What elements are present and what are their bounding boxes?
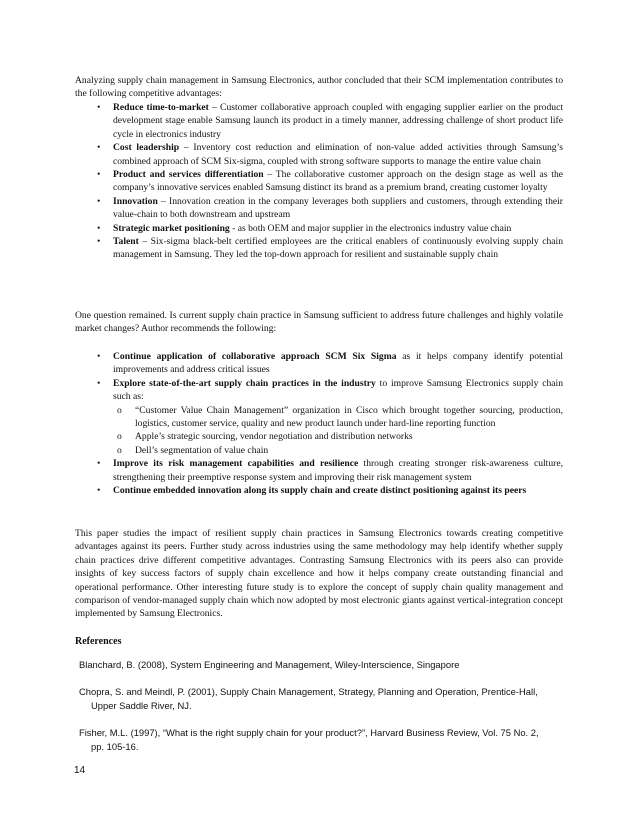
bullet-icon: • [97,351,101,362]
sub-bullet-icon: o [117,444,122,456]
recommendation-term: Improve its risk management capabilities and resilience [113,458,359,470]
advantage-term: Strategic market positioning [113,222,230,234]
reference-item [79,726,564,754]
recommendation-term: Explore state-of-the-art supply chain practices in the industry [113,377,376,389]
advantage-text: – Inventory cost reduction and elimination of non-value added activities through Samsung’s combined approach of SCM Six-sigma, coupled with strong software supports to manage the entire value chain [113,142,563,167]
recommendation-item [75,350,563,377]
advantage-item [75,195,563,222]
reference-item [79,658,564,672]
advantage-text: – Six-sigma black-belt certified employees are the critical enablers of continuously evolving supply chain management in Samsung. They led the top-down approach for resilient and sustainable supply chain [113,236,563,261]
bullet-icon: • [97,102,101,113]
bullet-icon: • [97,377,101,389]
advantage-term: Talent [113,236,139,248]
advantage-text: – Innovation creation in the company leverages both suppliers and customers, through extending their value-chain to both downstream and upstream [113,195,563,221]
recommendation-text: to improve Samsung Electronics supply chain such as: [113,377,564,403]
advantage-text: – The collaborative customer approach on the design stage as well as the company’s innovative services enabled Samsung distinct its brand as a premium brand, creating customer loyalty [113,169,564,194]
reference-item [79,685,564,713]
bullet-icon: • [97,236,101,248]
bullet-icon: • [97,222,101,234]
recommendation-text: through creating stronger risk-awareness culture, strengthening their preemptive response system and improving their risk management system [113,458,563,483]
advantage-item [75,222,563,235]
advantage-text: - as both OEM and major supplier in the electronics industry value chain [229,222,512,234]
reference-line: Blanchard, B. (2008), System Engineering and Management, Wiley-Interscience, Singapore [79,659,460,670]
advantage-item [75,141,563,168]
references-heading: References [75,636,122,647]
bullet-icon: • [97,195,101,207]
bullet-icon: • [97,485,101,497]
recommendation-term: Continue application of collaborative approach SCM Six Sigma [113,351,397,362]
advantage-term: Product and services differentiation [113,169,264,181]
advantages-list [75,101,563,262]
reference-line-continued: pp. 105-16. [91,741,139,752]
advantage-item [75,168,563,195]
advantage-item [75,101,563,141]
reference-line-continued: Upper Saddle River, NJ. [91,700,192,711]
recommendation-item [75,484,563,497]
reference-line: Fisher, M.L. (1997), “What is the right supply chain for your product?”, Harvard Business Review, Vol. 75 No. 2, [79,727,539,738]
advantage-item [75,235,563,262]
advantage-term: Cost leadership [113,142,180,154]
sub-item-text: Dell’s segmentation of value chain [135,444,269,456]
question-paragraph: One question remained. Is current supply chain practice in Samsung sufficient to address future challenges and highly volatile market changes? Author recommends the following: [75,310,563,335]
advantage-text: – Customer collaborative approach coupled with engaging supplier earlier on the product development stage enable Samsung launch its product in a timely manner, addressing challenge of short product life cycle in electronics industry [113,102,563,140]
recommendation-item [75,457,563,484]
recommendations-list [75,350,563,497]
sub-list-item [75,404,563,431]
sub-bullet-icon: o [117,431,122,443]
bullet-icon: • [97,169,101,181]
page-number: 14 [74,765,86,776]
sub-list-item [75,444,563,457]
recommendation-text: as it helps company identify potential improvements and address critical issues [113,351,563,376]
recommendation-item [75,377,563,457]
sub-bullet-icon: o [117,404,122,416]
recommendation-term: Continue embedded innovation along its supply chain and create distinct positioning against its peers [113,485,527,497]
advantage-term: Reduce time-to-market [113,102,209,113]
intro-paragraph: Analyzing supply chain management in Samsung Electronics, author concluded that their SCM implementation contributes to the following competitive advantages: [75,75,563,100]
advantage-term: Innovation [113,195,158,207]
bullet-icon: • [97,458,101,470]
bullet-icon: • [97,142,101,154]
sub-list [75,404,563,458]
sub-list-item [75,430,563,443]
sub-item-text: Apple’s strategic sourcing, vendor negotiation and distribution networks [135,431,413,443]
sub-item-text: “Customer Value Chain Management” organization in Cisco which brought together sourcing, production, logistics, customer service, quality and new product launch under hard-line reporting function [135,404,563,430]
reference-line: Chopra, S. and Meindl, P. (2001), Supply Chain Management, Strategy, Planning and Operation, Prentice-Hall, [79,686,538,697]
conclusion-paragraph: This paper studies the impact of resilient supply chain practices in Samsung Electronics towards creating competitive advantages against its peers. Further study across industries using the same methodology may help identify whether supply chain practices drive different competitive advantages. Contrasting Samsung Electronics with its peers also can provide insights of key success factors of supply chain excellence and how it helps company create outstanding financial and operational performance. Other interesting future study is to explore the concept of supply chain quality management and comparison of vendor-managed supply chain which now adopted by most electronic giants against vertical-integration concept implemented by Samsung Electronics. [75,528,563,620]
